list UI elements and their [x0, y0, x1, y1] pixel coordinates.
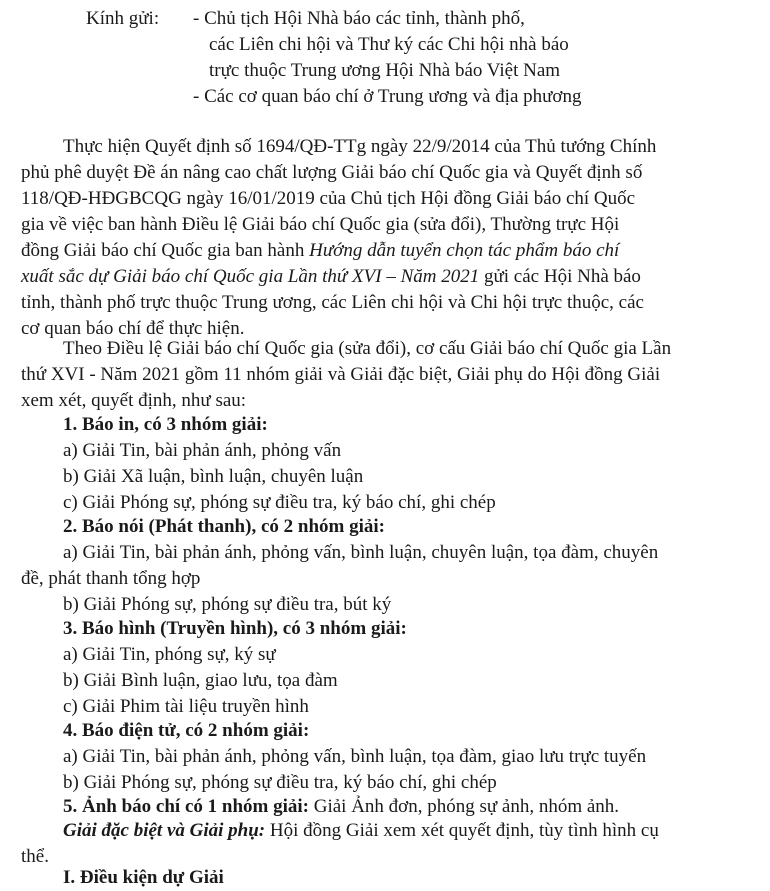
special-cont: thể. [21, 846, 49, 867]
conditions-heading: I. Điều kiện dự Giải [63, 867, 224, 888]
intro-line: tỉnh, thành phố trực thuộc Trung ương, các Liên chi hội và Chi hội trực thuộc, các [21, 292, 644, 313]
structure-line: xem xét, quyết định, như sau: [21, 390, 247, 411]
address-line: trực thuộc Trung ương Hội Nhà báo Việt Nam [209, 60, 561, 81]
section-item: a) Giải Tin, bài phản ánh, phỏng vấn, bình luận, tọa đàm, giao lưu trực tuyến [63, 746, 647, 767]
intro-text: đồng Giải báo chí Quốc gia ban hành [21, 240, 305, 261]
intro-line: 118/QĐ-HĐGBCQG ngày 16/01/2019 của Chủ tịch Hội đồng Giải báo chí Quốc [21, 188, 636, 209]
address-label: Kính gửi: [86, 8, 160, 29]
intro-line: phủ phê duyệt Đề án nâng cao chất lượng Giải báo chí Quốc gia và Quyết định số [21, 162, 643, 183]
special-heading: Giải đặc biệt và Giải phụ: [63, 820, 266, 841]
special-line [63, 819, 659, 844]
structure-line: thứ XVI - Năm 2021 gồm 11 nhóm giải và Giải đặc biệt, Giải phụ do Hội đồng Giải [21, 364, 661, 385]
special-text: Hội đồng Giải xem xét quyết định, tùy tình hình cụ [269, 820, 659, 841]
section-item: b) Giải Phóng sự, phóng sự điều tra, bút ký [63, 594, 392, 615]
guide-title-italic: Hướng dẫn tuyển chọn tác phẩm báo chí [309, 240, 620, 261]
section-item: a) Giải Tin, phóng sự, ký sự [63, 644, 276, 665]
structure-line: Theo Điều lệ Giải báo chí Quốc gia (sửa đổi), cơ cấu Giải báo chí Quốc gia Lần [63, 338, 672, 359]
section-heading: 3. Báo hình (Truyền hình), có 3 nhóm giải: [63, 618, 407, 639]
photo-text: Giải Ảnh đơn, phóng sự ảnh, nhóm ảnh. [313, 796, 620, 817]
intro-line: cơ quan báo chí để thực hiện. [21, 318, 245, 339]
section-item: c) Giải Phóng sự, phóng sự điều tra, ký báo chí, ghi chép [63, 492, 496, 513]
intro-line-with-italic [21, 239, 619, 264]
section-item: a) Giải Tin, bài phản ánh, phỏng vấn [63, 440, 342, 461]
section-item: đề, phát thanh tổng hợp [21, 568, 201, 589]
address-line: - Các cơ quan báo chí ở Trung ương và địa phương [193, 86, 582, 107]
section-item: a) Giải Tin, bài phản ánh, phỏng vấn, bình luận, chuyên luận, tọa đàm, chuyên [63, 542, 659, 563]
address-line: các Liên chi hội và Thư ký các Chi hội nhà báo [209, 34, 569, 55]
section-item: b) Giải Xã luận, bình luận, chuyên luận [63, 466, 364, 487]
section-item: c) Giải Phim tài liệu truyền hình [63, 696, 309, 717]
photo-line [63, 795, 619, 820]
section-item: b) Giải Phóng sự, phóng sự điều tra, ký báo chí, ghi chép [63, 772, 497, 793]
section-heading: 5. Ảnh báo chí có 1 nhóm giải: [63, 796, 309, 817]
intro-line-with-italic [21, 265, 641, 290]
intro-line: gia về việc ban hành Điều lệ Giải báo chí Quốc gia (sửa đổi), Thường trực Hội [21, 214, 620, 235]
intro-text: gửi các Hội Nhà báo [483, 266, 641, 287]
section-heading: 2. Báo nói (Phát thanh), có 2 nhóm giải: [63, 516, 385, 537]
address-line: - Chủ tịch Hội Nhà báo các tỉnh, thành phố, [193, 8, 525, 29]
intro-line: Thực hiện Quyết định số 1694/QĐ-TTg ngày 22/9/2014 của Thủ tướng Chính [63, 136, 657, 157]
guide-title-italic: xuất sắc dự Giải báo chí Quốc gia Lần thứ XVI – Năm 2021 [21, 266, 480, 287]
section-heading: 1. Báo in, có 3 nhóm giải: [63, 414, 268, 435]
section-item: b) Giải Bình luận, giao lưu, tọa đàm [63, 670, 338, 691]
section-heading: 4. Báo điện tử, có 2 nhóm giải: [63, 720, 310, 741]
